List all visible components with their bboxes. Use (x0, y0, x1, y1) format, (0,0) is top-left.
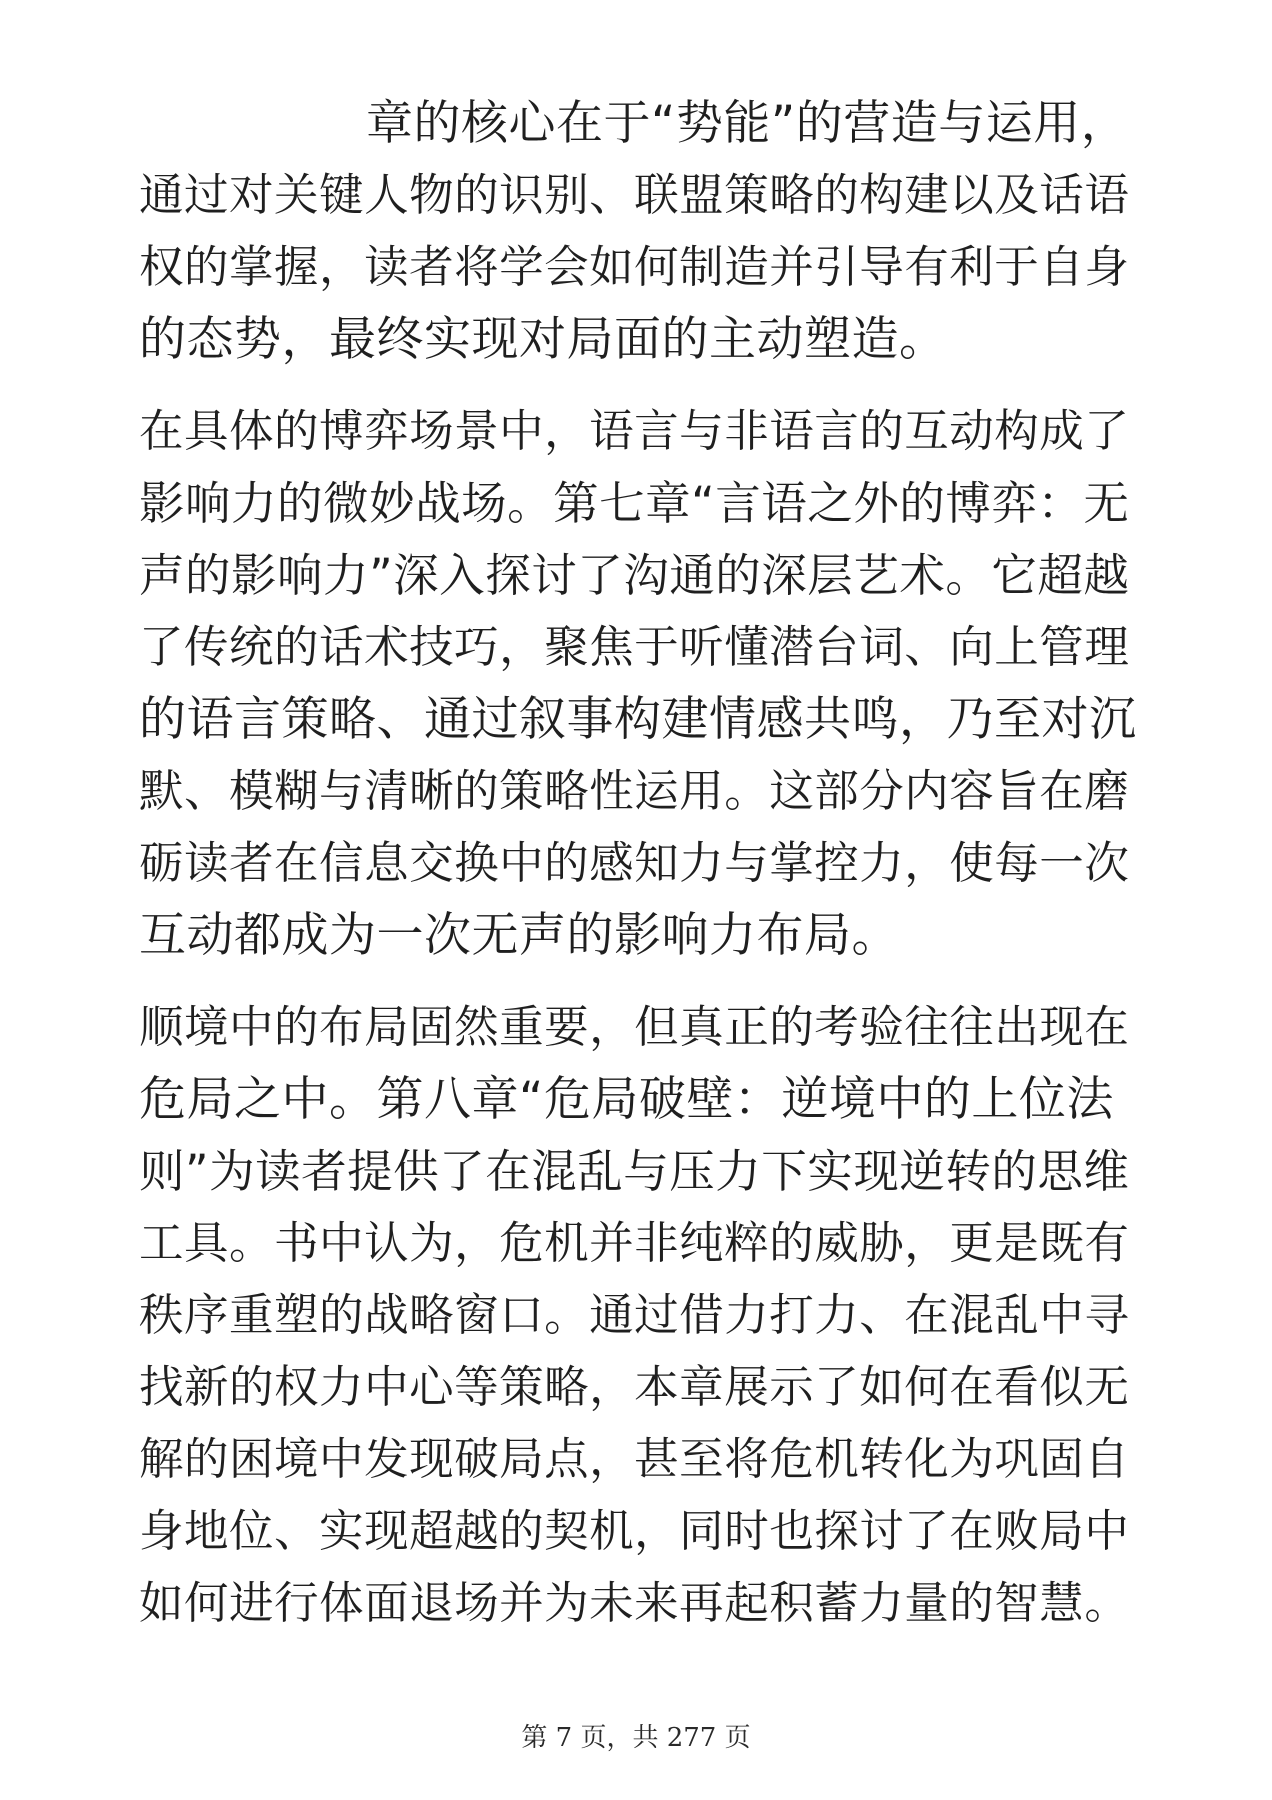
text-line: 砺读者在信息交换中的感知力与掌控力，使每一次 (139, 838, 1130, 889)
text-line: 解的困境中发现破局点，甚至将危机转化为巩固自 (139, 1434, 1130, 1485)
text-line: 在具体的博弈场景中，语言与非语言的互动构成了 (139, 406, 1130, 457)
text-line: 了传统的话术技巧，聚焦于听懂潜台词、向上管理 (139, 622, 1130, 673)
paragraph-1 (139, 88, 1139, 376)
text-line: 工具。书中认为，危机并非纯粹的威胁，更是既有 (139, 1218, 1130, 1269)
text-line: 默、模糊与清晰的策略性运用。这部分内容旨在磨 (139, 766, 1130, 817)
text-line: 互动都成为一次无声的影响力布局。 (139, 908, 899, 963)
text-line: 的态势，最终实现对局面的主动塑造。 (139, 312, 947, 367)
text-line: 秩序重塑的战略窗口。通过借力打力、在混乱中寻 (139, 1290, 1130, 1341)
text-line: 找新的权力中心等策略，本章展示了如何在看似无 (139, 1362, 1130, 1413)
text-line: 影响力的微妙战场。第七章“言语之外的博弈：无 (139, 477, 1130, 530)
text-line: 章的核心在于“势能”的营造与运用， (366, 96, 1129, 151)
text-line: 危局之中。第八章“危局破壁：逆境中的上位法 (139, 1072, 1114, 1127)
text-line: 通过对关键人物的识别、联盟策略的构建以及话语 (139, 170, 1130, 221)
text-line: 的语言策略、通过叙事构建情感共鸣，乃至对沉 (139, 692, 1137, 747)
text-line: 顺境中的布局固然重要，但真正的考验往往出现在 (139, 1002, 1130, 1053)
paragraph-3 (139, 992, 1139, 1640)
page-number: 第 7 页，共 277 页 (521, 1723, 751, 1753)
text-line: 身地位、实现超越的契机，同时也探讨了在败局中 (139, 1506, 1130, 1557)
text-line: 权的掌握，读者将学会如何制造并引导有利于自身 (139, 242, 1130, 293)
text-line: 则”为读者提供了在混乱与压力下实现逆转的思维 (139, 1145, 1130, 1198)
body-text (139, 88, 1139, 1640)
text-line: 声的影响力”深入探讨了沟通的深层艺术。它超越 (139, 549, 1130, 602)
text-line: 如何进行体面退场并为未来再起积蓄力量的智慧。 (139, 1578, 1130, 1629)
paragraph-2 (139, 396, 1139, 972)
